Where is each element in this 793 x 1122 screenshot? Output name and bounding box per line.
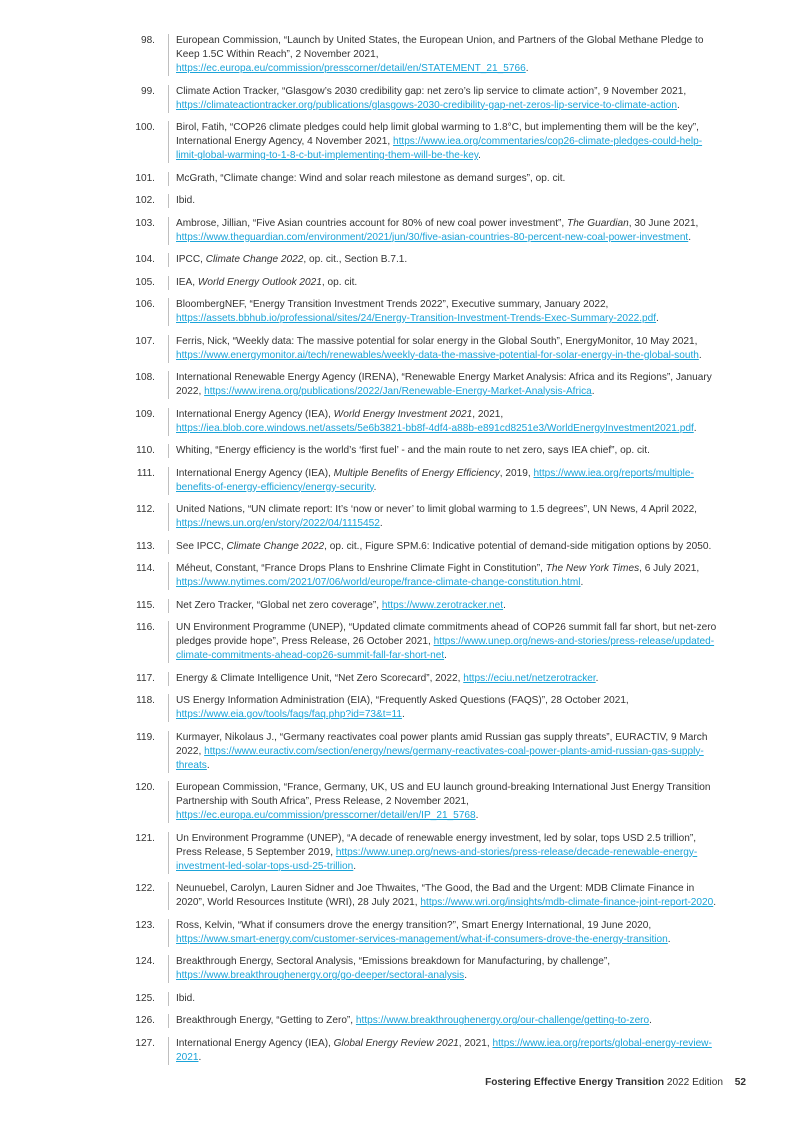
endnote-link[interactable]: https://www.theguardian.com/environment/2021/jun/30/five-asian-countries-80-percent-new-coal-power-investment (176, 231, 689, 243)
endnote-text-segment: Ibid. (176, 195, 196, 206)
footer-report-title: Fostering Effective Energy Transition (485, 1077, 665, 1088)
endnote-text-segment: Neunuebel, Carolyn, Lauren Sidner and Joe Thwaites, “The Good, the Bad and the Urgent: MDB Climate Finance in 2020”, World Resources Institute (WRI), 28 July 2021, (176, 883, 695, 908)
endnote-link[interactable]: https://climateactiontracker.org/publications/glasgows-2030-credibility-gap-net-zeros-lip-service-to-climate-action (176, 99, 677, 111)
endnote-text-segment: . (667, 933, 671, 945)
endnote-text (168, 298, 720, 326)
endnote-text (168, 919, 720, 947)
endnote-text (168, 217, 720, 245)
endnote-text-segment: . (444, 650, 447, 661)
endnote-publication-title: The New York Times (545, 563, 640, 574)
endnote-number: 113. (136, 540, 155, 552)
endnote-item (0, 1037, 793, 1065)
endnote-number: 121. (135, 832, 155, 844)
page-number: 52 (734, 1077, 746, 1088)
endnote-text-segment: , 2021, (458, 1037, 493, 1049)
endnote-number: 119. (136, 731, 155, 743)
endnote-text (168, 955, 720, 983)
endnote-item (0, 1014, 793, 1028)
endnote-item (0, 731, 793, 773)
endnote-text-segment: Kurmayer, Nikolaus J., “Germany reactivates coal power plants amid Russian gas supply threats”, EURACTIV, 9 March 2022, (176, 731, 708, 757)
endnote-text-segment: Ross, Kelvin, “What if consumers drove the energy transition?”, Smart Energy International, 19 June 2020, (176, 919, 652, 931)
endnote-text-segment: . (401, 709, 405, 720)
endnote-text (168, 253, 720, 267)
endnote-text-segment: European Commission, “France, Germany, UK, US and EU launch ground-breaking International Just Energy Transition Partnership with South Africa”, Press Release, 2 November 2021, (176, 782, 711, 807)
endnote-text-segment: IEA, (176, 276, 198, 288)
endnote-text (168, 694, 720, 722)
endnote-text-segment: . (206, 759, 210, 771)
endnote-number: 117. (136, 672, 155, 684)
endnote-number: 114. (136, 563, 155, 574)
endnote-item (0, 34, 793, 76)
endnote-text-segment: International Energy Agency (IEA), (176, 467, 334, 479)
endnote-item (0, 832, 793, 874)
endnote-item (0, 335, 793, 363)
endnote-text (168, 672, 720, 686)
endnote-publication-title: The Guardian (567, 217, 629, 229)
endnote-item (0, 599, 793, 613)
endnote-link[interactable]: https://www.breakthroughenergy.org/our-challenge/getting-to-zero (355, 1015, 650, 1026)
endnote-link[interactable]: https://www.smart-energy.com/customer-services-management/what-if-consumers-drove-the-energy-transition (176, 933, 668, 945)
endnote-number: 122. (135, 883, 155, 894)
endnote-item (0, 371, 793, 399)
endnote-text-segment: International Energy Agency (IEA), (176, 408, 334, 420)
endnote-text-segment: , op. cit., Figure SPM.6: Indicative potential of demand-side mitigation options by 2050. (324, 540, 712, 552)
endnote-number: 112. (136, 504, 155, 515)
endnote-text (168, 172, 720, 186)
endnote-item (0, 540, 793, 554)
endnote-text-segment: European Commission, “Launch by United States, the European Union, and Partners of the Global Methane Pledge to Keep 1.5C Within Reach”, 2 November 2021, (176, 35, 704, 60)
endnote-item (0, 694, 793, 722)
endnote-text (168, 194, 720, 208)
endnote-text-segment: , op. cit. (321, 276, 358, 288)
endnote-text (168, 882, 720, 910)
footer-edition: 2022 Edition (666, 1077, 723, 1088)
endnote-link[interactable]: https://www.iea.org/commentaries/cop26-climate-pledges-could-help-limit-global-warming-to-1-8-c-but-implementing-them-will-be-the-key (176, 136, 703, 161)
endnote-item (0, 919, 793, 947)
endnote-number: 115. (136, 599, 155, 611)
endnote-item (0, 955, 793, 983)
endnote-text-segment: Birol, Fatih, “COP26 climate pledges could help limit global warming to 1.8°C, but implementing them will be the key”, International Energy Agency, 4 November 2021, (176, 122, 699, 147)
endnote-text (168, 121, 720, 163)
endnote-text (168, 276, 720, 290)
endnote-link[interactable]: https://www.nytimes.com/2021/07/06/world/europe/france-climate-change-constitution.html (176, 577, 581, 588)
endnote-text-segment: . (693, 422, 697, 434)
endnote-number: 125. (135, 992, 155, 1004)
endnote-text-segment: BloombergNEF, “Energy Transition Investment Trends 2022”, Executive summary, January 2022, (176, 299, 609, 310)
endnote-text-segment: . (464, 970, 468, 981)
endnote-text-segment: , op. cit., Section B.7.1. (303, 254, 408, 265)
endnote-text-segment: . (478, 150, 481, 161)
endnote-text-segment: United Nations, “UN climate report: It’s ‘now or never’ to limit global warming to 1.5 degrees”, UN News, 4 April 2022, (176, 504, 697, 515)
endnote-item (0, 562, 793, 590)
endnote-text-segment: . (698, 349, 702, 361)
endnote-number: 107. (135, 335, 155, 347)
endnote-text (168, 503, 720, 531)
endnote-text-segment: International Renewable Energy Agency (IRENA), “Renewable Energy Market Analysis: Africa and its Regions”, January 2022, (176, 372, 712, 397)
endnote-text-segment: IPCC, (176, 254, 206, 265)
endnote-number: 109. (135, 408, 155, 420)
endnote-item (0, 781, 793, 823)
endnote-item (0, 882, 793, 910)
endnote-number: 99. (140, 85, 155, 97)
endnote-text (168, 621, 720, 663)
endnote-publication-title: Multiple Benefits of Energy Efficiency (333, 467, 500, 479)
endnote-text-segment: . (503, 599, 506, 611)
endnote-text (168, 1037, 720, 1065)
endnote-text (168, 562, 720, 590)
endnote-text-segment: Ambrose, Jillian, “Five Asian countries account for 80% of new coal power investment”, (176, 217, 568, 229)
endnote-publication-title: Climate Change 2022 (205, 254, 304, 265)
endnote-text (168, 832, 720, 874)
endnote-text-segment: . (475, 810, 479, 821)
endnote-text (168, 408, 720, 436)
endnote-item (0, 503, 793, 531)
endnote-number: 104. (135, 254, 155, 265)
endnote-text-segment: . (198, 1051, 202, 1063)
endnote-text-segment: International Energy Agency (IEA), (176, 1037, 334, 1049)
endnote-link[interactable]: https://www.breakthroughenergy.org/go-deeper/sectoral-analysis (176, 970, 465, 981)
endnote-number: 123. (135, 919, 155, 931)
endnote-number: 102. (135, 195, 155, 206)
endnote-number: 126. (135, 1015, 155, 1026)
endnote-number: 98. (140, 35, 155, 46)
endnote-link[interactable]: https://www.wri.org/insights/mdb-climate-finance-joint-report-2020 (420, 897, 714, 908)
endnote-number: 127. (135, 1037, 155, 1049)
endnote-text-segment: Net Zero Tracker, “Global net zero coverage”, (176, 599, 382, 611)
endnote-text-segment: US Energy Information Administration (EIA), “Frequently Asked Questions (FAQS)”, 28 October 2021, (176, 695, 629, 706)
endnote-number: 106. (135, 299, 155, 310)
endnote-item (0, 467, 793, 495)
endnote-text (168, 335, 720, 363)
endnote-text-segment: . (649, 1015, 652, 1026)
endnote-text-segment: Breakthrough Energy, “Getting to Zero”, (176, 1015, 356, 1026)
endnote-text-segment: Ibid. (176, 992, 196, 1004)
endnote-link[interactable]: https://ec.europa.eu/commission/presscorner/detail/en/IP_21_5768 (176, 810, 476, 821)
endnote-link[interactable]: https://ec.europa.eu/commission/presscorner/detail/en/STATEMENT_21_5766 (176, 63, 526, 74)
endnote-item (0, 194, 793, 208)
endnote-item (0, 672, 793, 686)
endnote-link[interactable]: https://www.energymonitor.ai/tech/renewables/weekly-data-the-massive-potential-for-solar-energy-in-the-global-south (176, 349, 699, 361)
endnotes-list (0, 34, 793, 1073)
endnote-text-segment: McGrath, “Climate change: Wind and solar reach milestone as demand surges”, op. cit. (176, 172, 566, 184)
endnote-text-segment: Energy & Climate Intelligence Unit, “Net Zero Scorecard”, 2022, (176, 672, 464, 684)
endnote-text-segment: Climate Action Tracker, “Glasgow’s 2030 credibility gap: net zero’s lip service to climate action”, 9 November 2021, (176, 85, 687, 97)
endnote-link[interactable]: https://iea.blob.core.windows.net/assets/5e6b3821-bb8f-4df4-a88b-e891cd8251e3/WorldEnergyInvestment2021.pdf (176, 422, 694, 434)
endnote-text (168, 371, 720, 399)
endnote-text (168, 540, 720, 554)
endnote-text (168, 85, 720, 113)
endnote-text-segment: , 30 June 2021, (628, 217, 699, 229)
endnote-publication-title: World Energy Investment 2021 (333, 408, 473, 420)
endnote-number: 105. (135, 276, 155, 288)
endnote-link[interactable]: https://www.unep.org/news-and-stories/press-release/updated-climate-commitments-ahead-cop26-summit-fall-far-short-net (176, 636, 715, 661)
endnote-text-segment: . (580, 577, 584, 588)
endnote-text (168, 444, 720, 458)
endnote-link[interactable]: https://www.eia.gov/tools/faqs/faq.php?id=73&t=11 (176, 709, 402, 720)
endnote-item (0, 253, 793, 267)
endnote-text-segment: See IPCC, (176, 540, 227, 552)
endnote-text-segment: Breakthrough Energy, Sectoral Analysis, “Emissions breakdown for Manufacturing, by challenge”, (176, 956, 611, 967)
endnote-text-segment: . (656, 313, 659, 324)
endnote-number: 124. (135, 956, 155, 967)
endnote-link[interactable]: https://eciu.net/netzerotracker (463, 672, 596, 684)
endnote-number: 101. (135, 172, 155, 184)
endnote-text-segment: . (379, 518, 383, 529)
endnote-item (0, 121, 793, 163)
page-footer (485, 1077, 746, 1088)
endnote-link[interactable]: https://news.un.org/en/story/2022/04/1115452 (176, 518, 380, 529)
endnote-number: 111. (136, 467, 155, 479)
endnote-number: 108. (135, 372, 155, 383)
endnote-text-segment: UN Environment Programme (UNEP), “Updated climate commitments ahead of COP26 summit fall far short, but net-zero pledges provide hope”, Press Release, 26 October 2021, (176, 622, 717, 647)
endnote-number: 118. (136, 695, 155, 706)
endnote-text-segment: . (591, 386, 595, 397)
endnote-text (168, 992, 720, 1006)
endnote-item (0, 621, 793, 663)
endnote-text (168, 467, 720, 495)
endnote-item (0, 992, 793, 1006)
endnote-text (168, 34, 720, 76)
endnote-text-segment: , 6 July 2021, (639, 563, 700, 574)
endnote-text (168, 731, 720, 773)
endnote-text-segment: . (595, 672, 599, 684)
endnote-text-segment: . (688, 231, 692, 243)
endnote-text-segment: , 2019, (499, 467, 534, 479)
endnote-item (0, 298, 793, 326)
endnote-publication-title: Climate Change 2022 (226, 540, 325, 552)
endnote-publication-title: World Energy Outlook 2021 (197, 276, 322, 288)
endnote-text (168, 599, 720, 613)
endnote-text-segment: Whiting, “Energy efficiency is the world’s ‘first fuel’ - and the main route to net zero, says IEA chief”, op. cit. (176, 445, 650, 456)
endnote-number: 120. (135, 782, 155, 793)
endnote-text (168, 781, 720, 823)
endnote-publication-title: Global Energy Review 2021 (333, 1037, 459, 1049)
endnote-item (0, 217, 793, 245)
endnote-text (168, 1014, 720, 1028)
endnote-link[interactable]: https://www.irena.org/publications/2022/Jan/Renewable-Energy-Market-Analysis-Africa (204, 386, 592, 397)
endnote-item (0, 85, 793, 113)
endnote-text-segment: . (525, 63, 529, 74)
endnote-text-segment: Méheut, Constant, “France Drops Plans to Enshrine Climate Fight in Constitution”, (176, 563, 546, 574)
endnote-number: 110. (136, 445, 155, 456)
endnote-item (0, 276, 793, 290)
endnote-number: 116. (136, 622, 155, 633)
endnote-link[interactable]: https://www.unep.org/news-and-stories/press-release/decade-renewable-energy-investment-led-solar-tops-usd-25-trillion (176, 846, 698, 872)
endnote-text-segment: . (373, 481, 377, 493)
endnote-item (0, 408, 793, 436)
endnote-link[interactable]: https://www.iea.org/reports/global-energy-review-2021 (176, 1037, 712, 1063)
endnote-link[interactable]: https://www.euractiv.com/section/energy/news/germany-reactivates-coal-power-plants-amid-russian-gas-supply-threats (176, 745, 704, 771)
endnote-text-segment: , 2021, (472, 408, 504, 420)
endnote-link[interactable]: https://www.iea.org/reports/multiple-benefits-of-energy-efficiency/energy-security (176, 467, 694, 493)
endnote-item (0, 172, 793, 186)
endnote-item (0, 444, 793, 458)
endnote-text-segment: Un Environment Programme (UNEP), “A decade of renewable energy investment, led by solar, tops USD 2.5 trillion”, Press Release, 5 September 2019, (176, 832, 697, 858)
endnote-text-segment: Ferris, Nick, “Weekly data: The massive potential for solar energy in the Global South”, EnergyMonitor, 10 May 2021, (176, 335, 698, 347)
endnote-text-segment: . (713, 897, 717, 908)
endnote-number: 100. (135, 122, 155, 133)
endnote-number: 103. (135, 217, 155, 229)
endnote-text-segment: . (676, 99, 680, 111)
endnote-link[interactable]: https://assets.bbhub.io/professional/sites/24/Energy-Transition-Investment-Trends-Exec-Summary-2022.pdf (176, 313, 657, 324)
endnote-link[interactable]: https://www.zerotracker.net (381, 599, 504, 611)
endnote-text-segment: . (353, 860, 357, 872)
